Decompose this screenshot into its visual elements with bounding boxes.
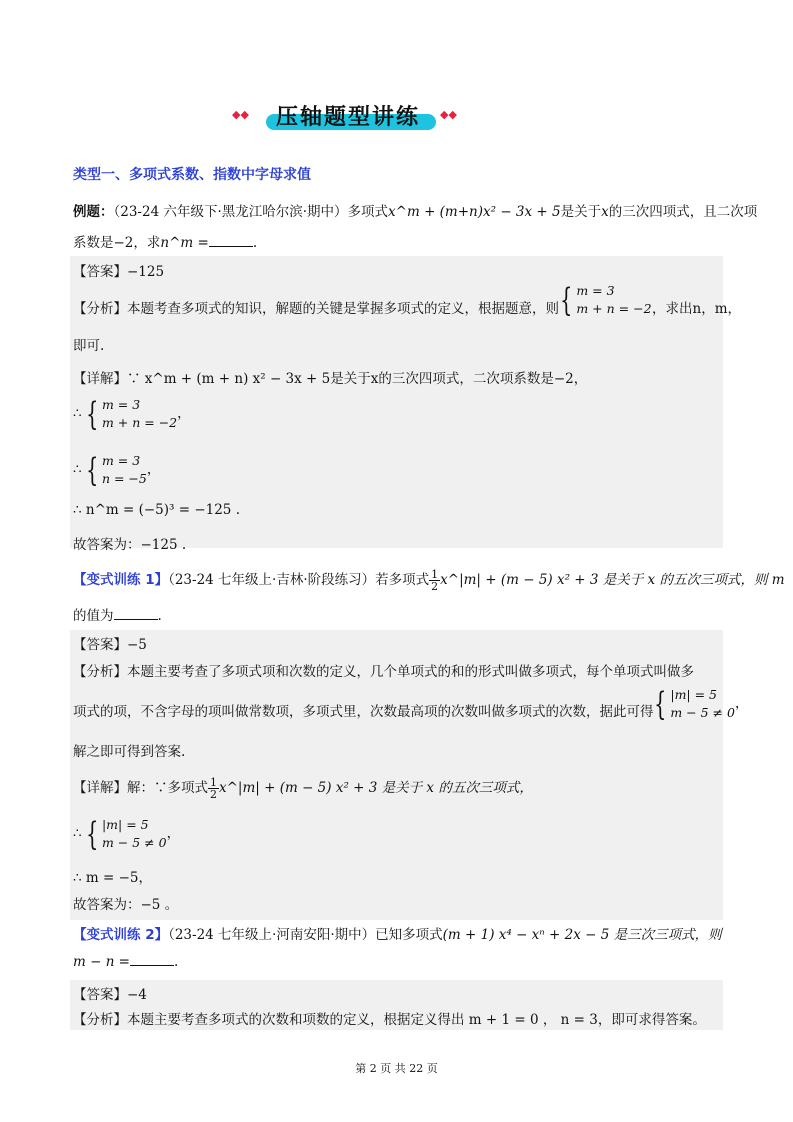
- variant1-detail-b: x^|m| + (m − 5) x² + 3 是关于 x 的五次三项式，: [219, 780, 533, 796]
- example-expr: x^m + (m+n)x² − 3x + 5: [388, 204, 561, 220]
- variant1-label: 【变式训练 1】: [73, 572, 169, 588]
- page-footer: 第 2 页 共 22 页: [355, 1062, 438, 1075]
- variant2-line2: m − n =: [73, 954, 130, 970]
- variant1-source: （23-24 七年级上·吉林·阶段练习）若多项式: [168, 572, 430, 588]
- variant1-question-line2: 的值为 .: [73, 608, 162, 624]
- variant1-line2: 的值为: [73, 608, 114, 624]
- page-title: 压轴题型讲练: [275, 105, 420, 130]
- brace-row: m = 3: [101, 453, 141, 468]
- left-diamonds-icon: ◆◆: [232, 108, 249, 121]
- frac-den: 2: [431, 580, 439, 593]
- example-answer: 【答案】−125: [73, 264, 165, 280]
- example-analysis-tail: ，求出n，m，: [652, 301, 741, 317]
- variant2-question-line1: [73, 923, 722, 943]
- brace-row: |m| = 5: [670, 687, 718, 702]
- example-detail-line1: 【详解】∵ x^m + (m + n) x² − 3x + 5是关于x的三次四项式，二次项系数是−2，: [73, 371, 588, 387]
- example-brace-3: ∴ { m = 3 n = −5 ，: [73, 451, 161, 489]
- variant1-brace-b: ∴ { |m| = 5 m − 5 ≠ 0 ，: [73, 815, 181, 853]
- example-analysis-line2: 即可.: [73, 338, 105, 354]
- example-line2-expr: n^m =: [160, 235, 209, 251]
- example-question-line1: [73, 200, 757, 220]
- variant2-source: （23-24 七年级上·河南安阳·期中）已知多项式: [168, 927, 443, 943]
- variant1-answer: 【答案】−5: [73, 637, 147, 653]
- answer-blank: [130, 953, 174, 966]
- brace-row: |m| = 5: [101, 817, 149, 832]
- example-var: x: [601, 204, 609, 220]
- example-source: （23-24 六年级下·黑龙江哈尔滨·期中）多项式: [113, 204, 389, 220]
- variant1-fraction-2: [208, 777, 219, 800]
- example-question-line2: 系数是−2，求n^m = .: [73, 235, 258, 251]
- variant1-detail-line1: [73, 776, 533, 800]
- example-final: 故答案为：−125 .: [73, 537, 187, 553]
- variant1-result: ∴ m = −5，: [73, 870, 152, 886]
- brace-row: m − 5 ≠ 0: [101, 835, 167, 850]
- variant1-analysis-line1: 【分析】本题主要考查了多项式项和次数的定义，几个单项式的和的形式叫做多项式，每个单项式叫做多: [73, 664, 694, 680]
- brace-row: m + n = −2: [101, 415, 178, 430]
- answer-blank: [114, 607, 158, 620]
- variant2-question-line2: m − n = .: [73, 954, 179, 970]
- frac-den: 2: [210, 788, 217, 801]
- variant1-expr: x^|m| + (m − 5) x² + 3 是关于 x 的五次三项式，则 m: [440, 572, 785, 588]
- example-result: ∴ n^m = (−5)³ = −125 .: [73, 502, 240, 518]
- variant1-analysis-line2: 项式的项，不含字母的项叫做常数项，多项式里，次数最高项的次数叫做多项式的次数，据此可得: [73, 704, 654, 720]
- example-text-tail: 的三次四项式，且二次项: [608, 204, 758, 220]
- variant1-analysis-line3: 解之即可得到答案.: [73, 744, 186, 760]
- example-analysis-line1: [73, 297, 559, 317]
- brace-row: m + n = −2: [576, 301, 652, 316]
- title-banner: [260, 98, 436, 132]
- section-title: 类型一、多项式系数、指数中字母求值: [73, 167, 311, 183]
- variant1-final: 故答案为：−5 。: [73, 897, 179, 913]
- variant2-answer: 【答案】−4: [73, 987, 147, 1003]
- brace-row: m − 5 ≠ 0: [670, 705, 735, 720]
- variant1-brace-a: { |m| = 5 m − 5 ≠ 0 ，: [654, 685, 749, 723]
- variant1-fraction: [429, 569, 440, 592]
- brace-row: m = 3: [576, 283, 615, 298]
- example-brace-2: ∴ { m = 3 m + n = −2 ，: [73, 395, 191, 433]
- example-analysis-text: 【分析】本题考查多项式的知识，解题的关键是掌握多项式的定义，根据题意，则: [73, 301, 559, 317]
- brace-row: n = −5: [101, 471, 147, 486]
- frac-num: 1: [431, 568, 439, 581]
- right-diamonds-icon: ◆◆: [440, 108, 457, 121]
- variant2-label: 【变式训练 2】: [73, 927, 169, 943]
- variant2-analysis: 【分析】本题主要考查多项式的次数和项数的定义，根据定义得出 m + 1 = 0 ， n = 3，即可求得答案。: [73, 1012, 706, 1028]
- variant2-expr: (m + 1) x⁴ − xⁿ + 2x − 5 是三次三项式，则: [442, 927, 722, 943]
- variant1-question-line1: [73, 568, 785, 592]
- variant1-detail-a: 【详解】解：∵多项式: [73, 780, 208, 796]
- brace-row: m = 3: [101, 397, 141, 412]
- example-label: 例题：: [73, 204, 114, 220]
- example-line2: 系数是−2，求: [73, 235, 161, 251]
- frac-num: 1: [210, 776, 217, 789]
- example-text-after: 是关于: [560, 204, 602, 220]
- answer-blank: [209, 234, 253, 247]
- example-brace-1: { m = 3 m + n = −2: [560, 281, 652, 319]
